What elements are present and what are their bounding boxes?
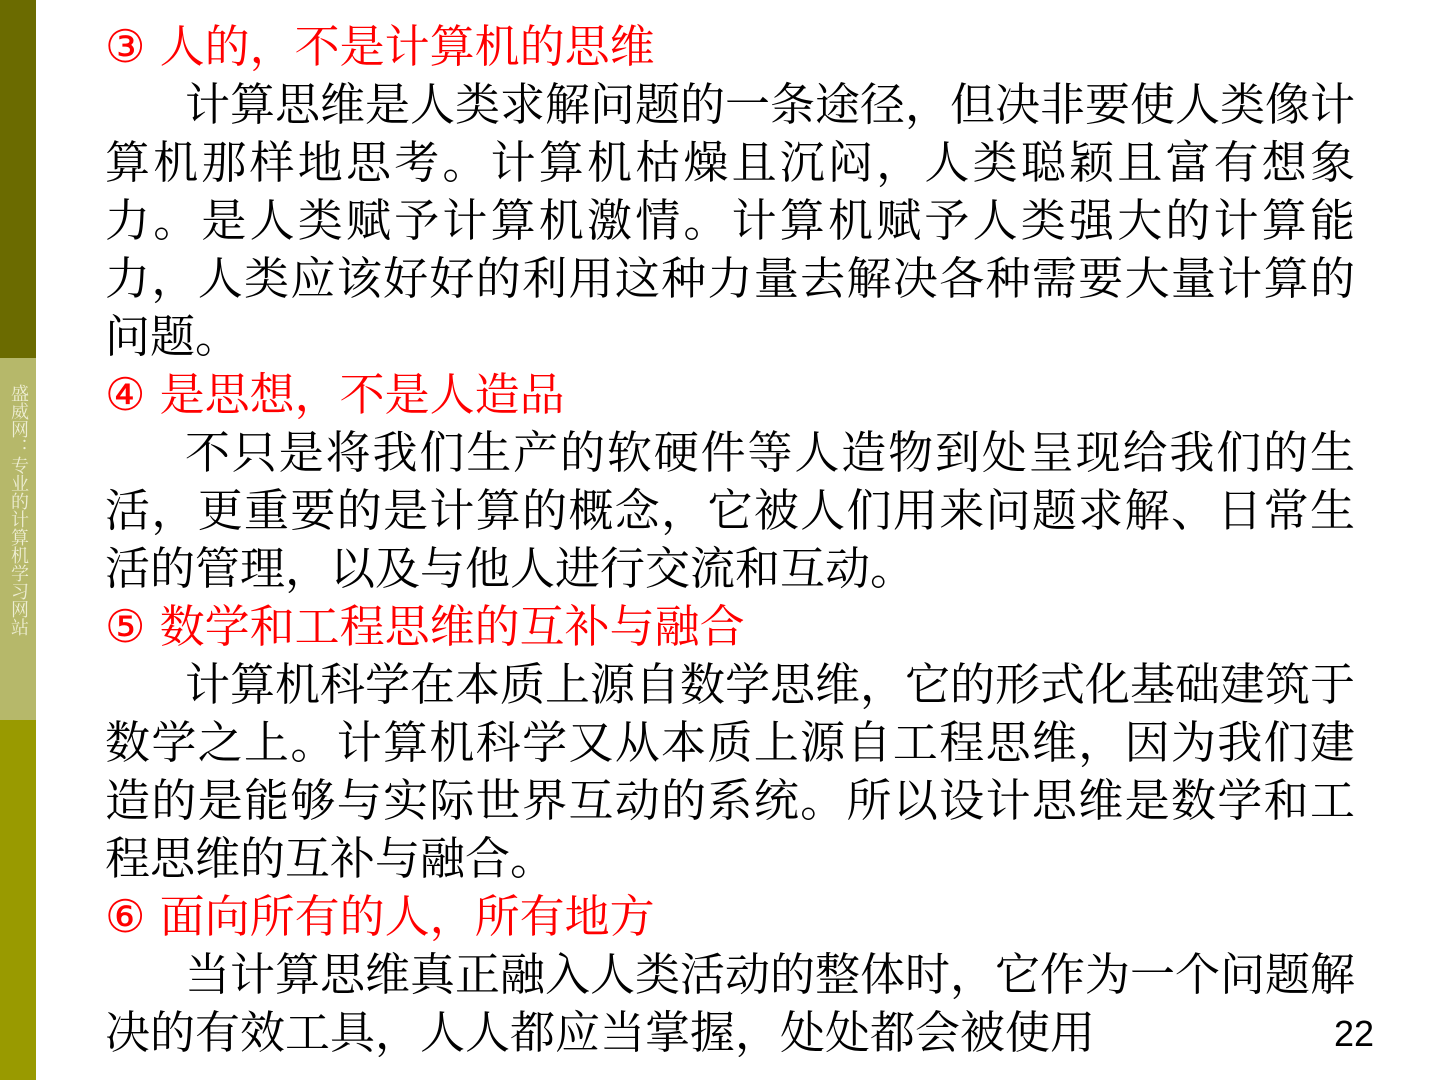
section-body-3: 计算思维是人类求解问题的一条途径，但决非要使人类像计算机那样地思考。计算机枯燥且沉闷，人类聪颖且富有想象力。是人类赋予计算机激情。计算机赋予人类强大的计算能力，人类应该好好的利用这种力量去解决各种需要大量计算的问题。: [105, 78, 1356, 363]
sidebar-stripe: [0, 0, 36, 1080]
section-heading-4: ④ 是思想，不是人造品: [105, 368, 565, 421]
page-number: 22: [1334, 1013, 1375, 1054]
section-heading-5: ⑤ 数学和工程思维的互补与融合: [105, 600, 745, 653]
sidebar-bottom-block: [0, 720, 36, 1080]
section-body-6: 当计算思维真正融入人类活动的整体时，它作为一个问题解决的有效工具，人人都应当掌握，处处都会被使用: [105, 948, 1356, 1059]
watermark-text: 盛威网：专业的计算机学习网站: [8, 384, 29, 636]
section-body-4: 不只是将我们生产的软硬件等人造物到处呈现给我们的生活，更重要的是计算的概念，它被人们用来问题求解、日常生活的管理，以及与他人进行交流和互动。: [105, 426, 1355, 595]
sidebar-top-block: [0, 0, 36, 358]
section-heading-3: ③ 人的，不是计算机的思维: [105, 20, 655, 73]
section-body-5: 计算机科学在本质上源自数学思维，它的形式化基础建筑于数学之上。计算机科学又从本质上源自工程思维，因为我们建造的是能够与实际世界互动的系统。所以设计思维是数学和工程思维的互补与融合。: [105, 658, 1356, 885]
section-heading-6: ⑥ 面向所有的人，所有地方: [105, 890, 655, 943]
slide-content: [105, 18, 1355, 1062]
